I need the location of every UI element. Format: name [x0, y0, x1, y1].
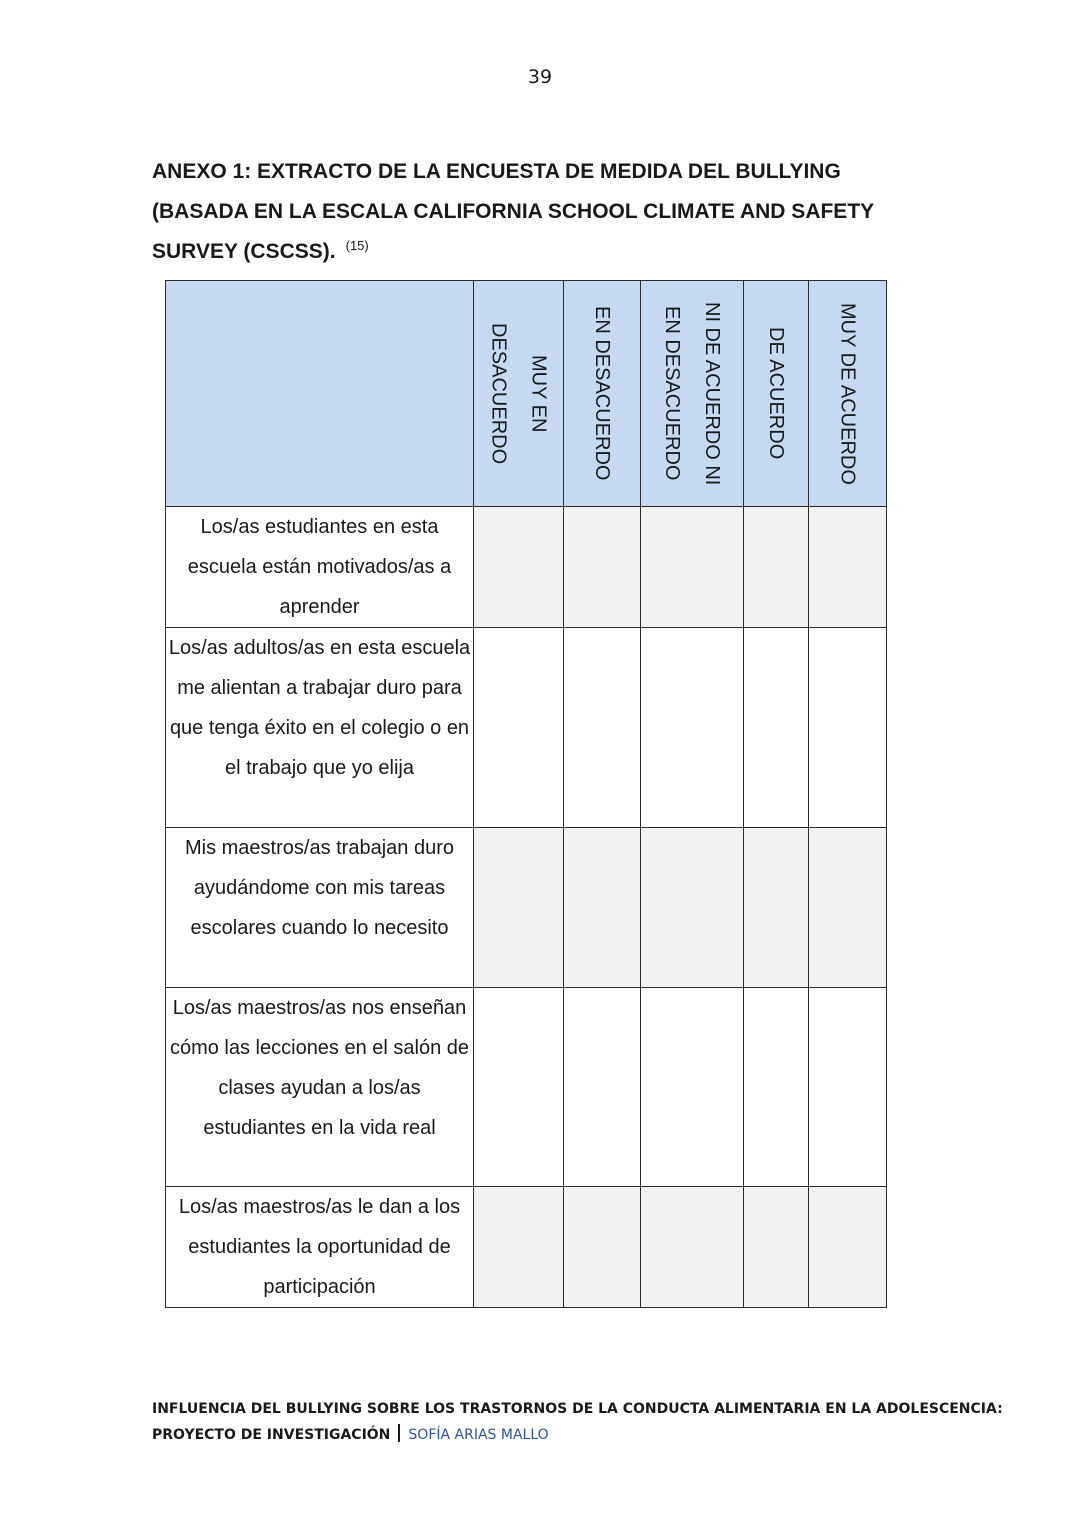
footer-title-line-1: INFLUENCIA DEL BULLYING SOBRE LOS TRASTORNOS DE LA CONDUCTA ALIMENTARIA EN LA ADOLESCENCIA: [152, 1401, 1003, 1417]
response-cell[interactable] [474, 988, 564, 1187]
citation-number: (15) [345, 238, 369, 253]
heading-line-3 [152, 232, 952, 272]
response-cell[interactable] [564, 1187, 641, 1308]
header-col-muy-en-desacuerdo [474, 281, 564, 507]
response-cell[interactable] [641, 507, 744, 628]
response-cell[interactable] [564, 628, 641, 828]
response-cell[interactable] [564, 988, 641, 1187]
column-label: MUY EN DESACUERDO [487, 322, 550, 465]
response-cell[interactable] [564, 828, 641, 988]
response-cell[interactable] [744, 507, 809, 628]
heading-line-1: ANEXO 1: EXTRACTO DE LA ENCUESTA DE MEDIDA DEL BULLYING [152, 160, 841, 183]
heading-line-3-text: SURVEY (CSCSS). [152, 240, 336, 263]
survey-table [165, 280, 887, 1308]
heading-line-2: (BASADA EN LA ESCALA CALIFORNIA SCHOOL CLIMATE AND SAFETY [152, 200, 875, 223]
row-statement: Los/as maestros/as le dan a los estudiantes la oportunidad de participación [166, 1187, 474, 1308]
response-cell[interactable] [744, 988, 809, 1187]
header-col-muy-de-acuerdo [809, 281, 887, 507]
response-cell[interactable] [809, 828, 887, 988]
table-row [166, 988, 887, 1187]
header-empty-cell [166, 281, 474, 507]
response-cell[interactable] [641, 828, 744, 988]
column-label: NI DE ACUERDO NI EN DESACUERDO [661, 301, 723, 486]
page-number: 39 [527, 66, 553, 88]
response-cell[interactable] [809, 988, 887, 1187]
response-cell[interactable] [474, 1187, 564, 1308]
response-cell[interactable] [744, 828, 809, 988]
table-header-row [166, 281, 887, 507]
header-col-ni-de-acuerdo [641, 281, 744, 507]
annex-heading [152, 152, 952, 272]
column-label: MUY DE ACUERDO [836, 302, 859, 485]
column-label: EN DESACUERDO [591, 306, 613, 481]
response-cell[interactable] [474, 828, 564, 988]
response-cell[interactable] [641, 988, 744, 1187]
table-row [166, 828, 887, 988]
response-cell[interactable] [474, 628, 564, 828]
response-cell[interactable] [641, 628, 744, 828]
row-statement: Los/as adultos/as en esta escuela me alientan a trabajar duro para que tenga éxito en el colegio o en el trabajo que yo elija [166, 628, 474, 828]
header-col-de-acuerdo [744, 281, 809, 507]
table-row [166, 628, 887, 828]
header-col-en-desacuerdo [564, 281, 641, 507]
column-label: DE ACUERDO [765, 327, 787, 460]
row-statement: Los/as estudiantes en esta escuela están motivados/as a aprender [166, 507, 474, 628]
row-statement: Los/as maestros/as nos enseñan cómo las lecciones en el salón de clases ayudan a los/as estudiantes en la vida real [166, 988, 474, 1187]
row-statement: Mis maestros/as trabajan duro ayudándome con mis tareas escolares cuando lo necesito [166, 828, 474, 988]
response-cell[interactable] [564, 507, 641, 628]
page-footer [152, 1396, 1003, 1448]
footer-separator [398, 1424, 400, 1442]
response-cell[interactable] [641, 1187, 744, 1308]
footer-title-line-2: PROYECTO DE INVESTIGACIÓN [152, 1427, 391, 1443]
response-cell[interactable] [809, 1187, 887, 1308]
table-row [166, 1187, 887, 1308]
table-row [166, 507, 887, 628]
response-cell[interactable] [474, 507, 564, 628]
response-cell[interactable] [744, 1187, 809, 1308]
response-cell[interactable] [809, 507, 887, 628]
footer-author: SOFÍA ARIAS MALLO [408, 1427, 549, 1443]
response-cell[interactable] [744, 628, 809, 828]
response-cell[interactable] [809, 628, 887, 828]
